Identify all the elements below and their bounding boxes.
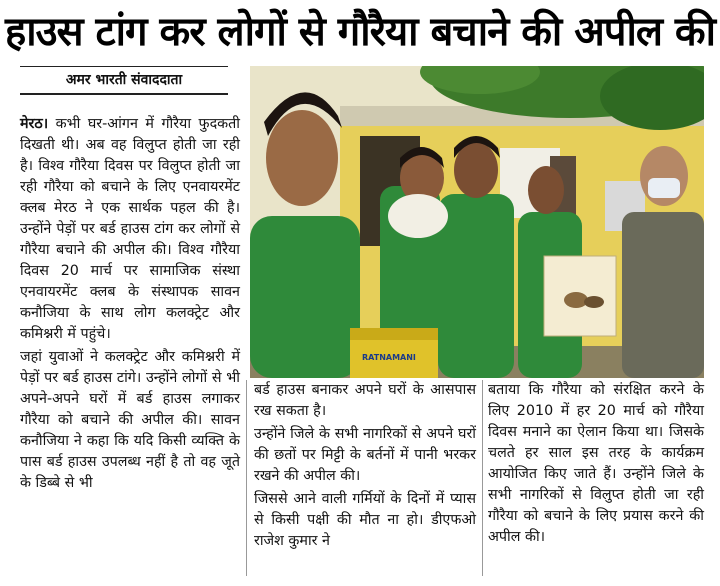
- article-column-1: [20, 114, 240, 496]
- paragraph: बर्ड हाउस बनाकर अपने घरों के आसपास रख सकता है।: [254, 382, 476, 419]
- paragraph-text: कभी घर-आंगन में गौरैया फुदकती दिखती थी। अब वह विलुप्त होती जा रही है। विश्व गौरैया दिवस पर विलुप्त होती जा रही गौरैया को बचाने के लिए एनवायरमेंट क्लब मेरठ ने एक सार्थक पहल की है। उन्होंने पेड़ों पर बर्ड हाउस टांग कर लोगों से गौरैया बचाने की अपील की। विश्व गौरैया दिवस 20 मार्च पर सामाजिक संस्था एनवायरमेंट क्लब के संस्थापक सावन कनौजिया के साथ लोग कलक्ट्रेट और कमिश्नरी में पहुंचे।: [20, 116, 240, 342]
- article-column-3: [488, 380, 704, 550]
- photo-illustration: [250, 66, 704, 378]
- column-rule: [482, 380, 483, 576]
- byline: अमर भारती संवाददाता: [20, 70, 228, 95]
- paragraph: उन्होंने जिले के सभी नागरिकों से अपने घरों की छतों पर मिट्टी के बर्तनों में पानी भरकर रखने की अपील की।: [254, 426, 476, 484]
- paragraph: जहां युवाओं ने कलक्ट्रेट और कमिश्नरी में पेड़ों पर बर्ड हाउस टांगे। उन्होंने लोगों से भी अपने-अपने घरों में बर्ड हाउस लगाकर गौरैया को बचाने की अपील की। सावन कनौजिया ने कहा कि यदि किसी व्यक्ति के पास बर्ड हाउस उपलब्ध नहीं है तो वह जूते के डिब्बे से भी: [20, 349, 240, 491]
- headline: हाउस टांग कर लोगों से गौरैया बचाने की अपील की: [5, 9, 715, 55]
- article-column-2: [254, 380, 476, 554]
- byline-rule: [20, 66, 228, 67]
- paragraph: [20, 114, 240, 345]
- paragraph: बताया कि गौरैया को संरक्षित करने के लिए 2010 में हर 20 मार्च को गौरैया दिवस मनाने का ऐलान किया था। जिसके चलते हर साल इस तरह के कार्यक्रम आयोजित किए जाते हैं। उन्होंने जिले के सभी नागरिकों से विलुप्त होती जा रही गौरैया को बचाने के लिए प्रयास करने की अपील की।: [488, 382, 704, 545]
- news-photo: [250, 66, 704, 378]
- column-rule: [246, 380, 247, 576]
- paragraph: जिससे आने वाली गर्मियों के दिनों में प्यास से किसी पक्षी की मौत ना हो। डीएफओ राजेश कुमार ने: [254, 491, 476, 549]
- box-label: RATNAMANI: [362, 353, 416, 362]
- dateline-place: मेरठ।: [20, 116, 49, 132]
